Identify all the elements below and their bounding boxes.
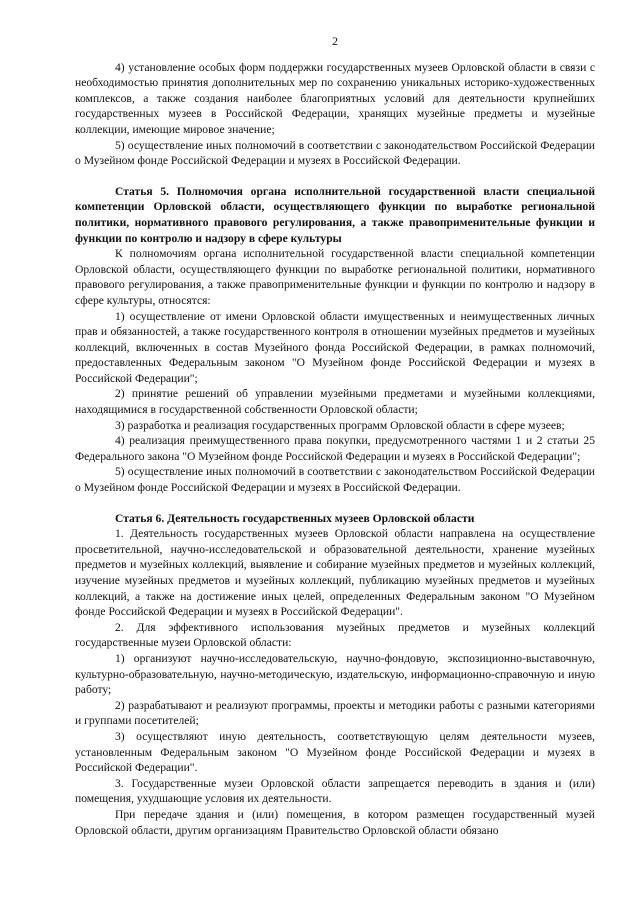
article6-heading: Статья 6. Деятельность государственных музеев Орловской области	[115, 511, 475, 525]
article5-item4: 4) реализация преимущественного права покупки, предусмотренного частями 1 и 2 статьи 25 Федерального закона "О Музейном фонде Российской Федерации и музеях в Российской Федерации";	[75, 434, 595, 463]
article4-item4: 4) установление особых форм поддержки государственных музеев Орловской области в связи с необходимостью принятия дополнительных мер по сохранению уникальных историко-художественных комплексов, а также создания наиболее благоприятных условий для деятельности крупнейших государственных музеев в Российской Федерации, хранящих музейные предметы и музейные коллекции, имеющие мировое значение;	[75, 60, 595, 136]
article5-intro: К полномочиям органа исполнительной государственной власти специальной компетенции Орловской области, осуществляющего функции по выработке региональной политики, нормативного правового регулирования, а также правоприменительные функции и функции по контролю и надзору в сфере культуры, относятся:	[75, 247, 595, 307]
article5-item2: 2) принятие решений об управлении музейными предметами и музейными коллекциями, находящимися в государственной собственности Орловской области;	[75, 387, 595, 417]
article6-p2-2: 2) разрабатывают и реализуют программы, проекты и методики работы с разными категориями и группами посетителей;	[75, 698, 595, 728]
article6-p2: 2. Для эффективного использования музейных предметов и музейных коллекций государственные музеи Орловской области:	[75, 620, 595, 650]
article5-item1: 1) осуществление от имени Орловской области имущественных и неимущественных личных прав и обязанностей, а также государственного контроля в отношении музейных предметов и музейных коллекций, включенных в состав Музейного фонда Российской Федерации, в рамках полномочий, предоставленных Федеральным законом "О Музейном фонде Российской Федерации и музеях в Российской Федерации";	[75, 309, 595, 385]
article4-item5: 5) осуществление иных полномочий в соответствии с законодательством Российской Федерации о Музейном фонде Российской Федерации и музеях в Российской Федерации.	[75, 138, 595, 168]
article6-p3: 3. Государственные музеи Орловской области запрещается переводить в здания и (или) помещения, ухудшающие условия их деятельности.	[75, 776, 595, 806]
article6-p2-3: 3) осуществляют иную деятельность, соответствующую целям деятельности музеев, установленным Федеральным законом "О Музейном фонде Российской Федерации и музеях в Российской Федерации".	[75, 729, 595, 775]
article6-p2-1: 1) организуют научно-исследовательскую, научно-фондовую, экспозиционно-выставочную, культурно-образовательную, научно-методическую, издательскую, информационно-справочную и иную работу;	[75, 651, 595, 697]
article5-item3: 3) разработка и реализация государственных программ Орловской области в сфере музеев;	[115, 418, 565, 432]
page-number: 2	[332, 34, 338, 48]
article5-item5: 5) осуществление иных полномочий в соответствии с законодательством Российской Федерации о Музейном фонде Российской Федерации и музеях в Российской Федерации.	[75, 465, 595, 495]
article6-p4: При передаче здания и (или) помещения, в котором размещен государственный музей Орловской области, другим организациям Правительство Орловской области обязано	[75, 807, 595, 837]
article5-heading: Статья 5. Полномочия органа исполнительной государственной власти специальной компетенции Орловской области, осуществляющего функции по выработке региональной политики, нормативного правового регулирования, а также правоприменительные функции и функции по контролю и надзору в сфере культуры	[75, 184, 595, 245]
article6-p1: 1. Деятельность государственных музеев Орловской области направлена на осуществление просветительной, научно-исследовательской и образовательной деятельности, хранение музейных предметов и музейных коллекций, выявление и собирание музейных предметов и музейных коллекций, изучение музейных предметов и музейных коллекций, публикацию музейных предметов и музейных коллекций, а также на достижение иных целей, определенных Федеральным законом "О Музейном фонде Российской Федерации и музеях в Российской Федерации".	[75, 527, 595, 619]
